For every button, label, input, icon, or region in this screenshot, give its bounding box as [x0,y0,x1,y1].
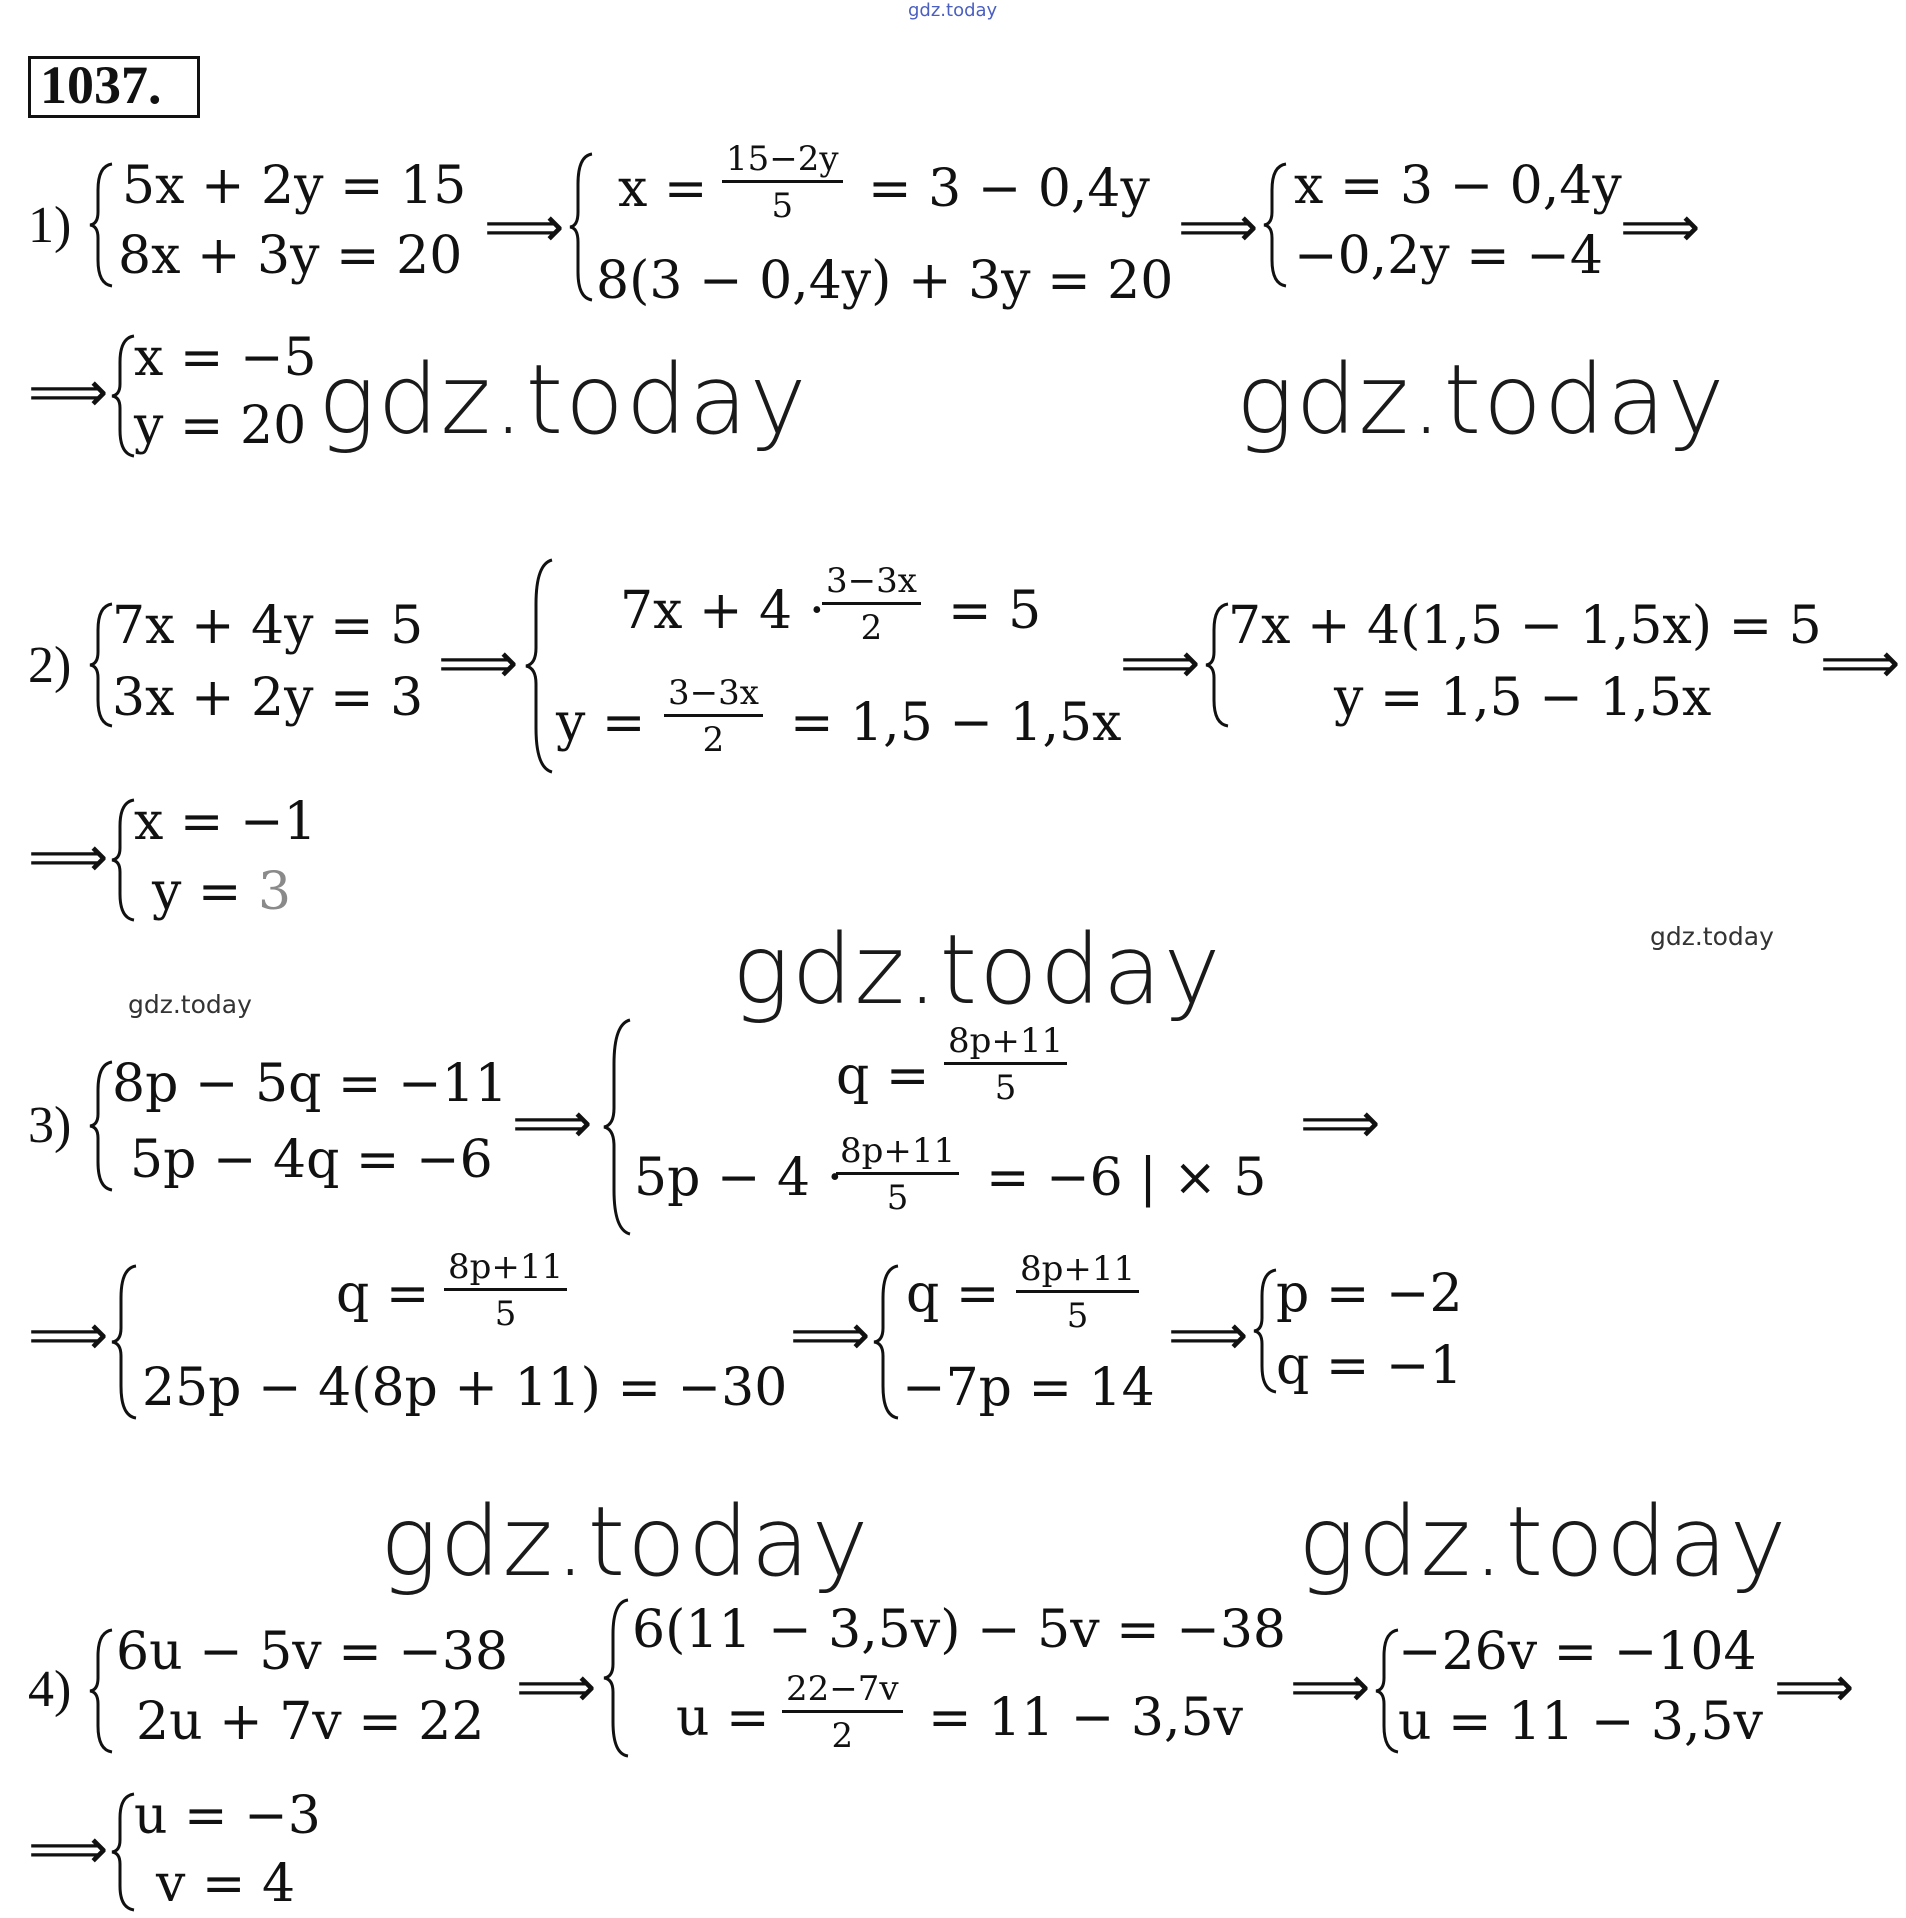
watermark-top: gdz.today [908,0,998,21]
fraction-denominator: 2 [860,608,883,648]
p4-step1-top: 6(11 − 3,5v) − 5v = −38 [632,1600,1286,1660]
p3-system-eq2: 5p − 4q = −6 [130,1130,493,1190]
p2-system-eq2: 3x + 2y = 3 [112,668,424,728]
p3-step1-bottom-fraction [836,1131,959,1218]
p4-system-eq2: 2u + 7v = 22 [136,1692,485,1752]
p2-step2-eq1: 7x + 4(1,5 − 1,5x) = 5 [1228,596,1822,656]
problem-2-label: 2) [28,637,72,694]
fraction-numerator: 22−7v [782,1672,903,1713]
fraction-numerator: 8p+11 [444,1250,567,1291]
arrow-icon: ⟹ [1774,1655,1855,1720]
p3-step3-top-fraction [1016,1249,1139,1336]
p2-step1-top-fraction [822,561,921,648]
p1-answer-y: y = 20 [134,396,307,456]
p4-step1-bottom-prefix: u = [676,1688,770,1748]
arrow-icon: ⟹ [790,1303,871,1368]
p3-answer-q: q = −1 [1276,1336,1463,1396]
brace-1-step1 [568,150,598,305]
problem-1-label: 1) [28,197,72,254]
p3-step1-top-prefix: q = [836,1046,930,1106]
problem-4-label: 4) [28,1661,72,1718]
p1-answer-x: x = −5 [134,328,317,388]
arrow-icon: ⟹ [28,825,109,890]
p3-step3-bottom: −7p = 14 [902,1358,1155,1418]
fraction-numerator: 8p+11 [1016,1252,1139,1293]
fraction-numerator: 15−2y [722,142,843,183]
watermark-small: gdz.today [128,990,252,1019]
p1-step2-eq2: −0,2y = −4 [1294,226,1603,286]
p3-step2-top-prefix: q = [336,1264,430,1324]
task-number: 1037. [40,55,162,115]
p4-system-eq1: 6u − 5v = −38 [116,1622,509,1682]
arrow-icon: ⟹ [1620,195,1701,260]
arrow-icon: ⟹ [512,1091,593,1156]
p2-step1-top-suffix: = 5 [948,581,1042,641]
p3-step1-bottom-suffix: = −6 | × 5 [986,1148,1267,1208]
p3-step3-top-prefix: q = [906,1264,1000,1324]
brace-3-step2 [110,1262,142,1422]
arrow-icon: ⟹ [28,1303,109,1368]
arrow-icon: ⟹ [28,1817,109,1882]
p3-system-eq1: 8p − 5q = −11 [112,1054,508,1114]
p2-step2-eq2: y = 1,5 − 1,5x [1334,668,1712,728]
brace-1-step2 [1262,160,1292,290]
p2-answer-y [152,862,292,922]
p3-step1-bottom-prefix: 5p − 4 · [634,1148,844,1208]
p2-step1-bottom-fraction [664,673,763,760]
fraction-numerator: 3−3x [822,564,921,605]
problem-3-label: 3) [28,1097,72,1154]
watermark-small: gdz.today [1650,922,1774,951]
p2-step1-top-prefix: 7x + 4 · [620,581,826,641]
brace-3-step3 [872,1262,904,1422]
fraction-denominator: 5 [494,1294,517,1334]
p2-step1-bottom-prefix: y = [556,693,646,753]
p2-system-eq1: 7x + 4y = 5 [112,596,424,656]
p4-answer-u: u = −3 [134,1786,321,1846]
watermark-large: gdz.today [1236,344,1727,456]
fraction-numerator: 3−3x [664,676,763,717]
watermark-large: gdz.today [318,344,809,456]
watermark-large: gdz.today [380,1486,871,1598]
arrow-icon: ⟹ [516,1655,597,1720]
arrow-icon: ⟹ [1120,631,1201,696]
arrow-icon: ⟹ [1290,1655,1371,1720]
p1-system-eq2: 8x + 3y = 20 [118,226,463,286]
answer-y-value: 3 [258,862,292,922]
brace-4-system [88,1626,118,1756]
p2-step1-bottom-suffix: = 1,5 − 1,5x [790,693,1122,753]
p1-system-eq1: 5x + 2y = 15 [122,156,467,216]
p3-step1-top-fraction [944,1021,1067,1108]
p4-answer-v: v = 4 [156,1854,296,1914]
p2-answer-x: x = −1 [134,792,317,852]
arrow-icon: ⟹ [484,195,565,260]
arrow-icon: ⟹ [438,631,519,696]
fraction-numerator: 8p+11 [944,1024,1067,1065]
fraction-denominator: 5 [886,1178,909,1218]
p4-step1-bottom-fraction [782,1669,903,1756]
answer-y-prefix: y = [152,862,259,922]
p4-step2-eq1: −26v = −104 [1398,1622,1757,1682]
p3-step2-bottom: 25p − 4(8p + 11) = −30 [142,1358,788,1418]
p1-step1-fraction [722,139,843,226]
fraction-numerator: 8p+11 [836,1134,959,1175]
p4-step1-bottom-suffix: = 11 − 3,5v [928,1688,1243,1748]
p3-step2-top-fraction [444,1247,567,1334]
arrow-icon: ⟹ [1178,195,1259,260]
brace-4-step1 [602,1596,634,1760]
watermark-large: gdz.today [1298,1486,1789,1598]
fraction-denominator: 2 [702,720,725,760]
brace-3-step1 [602,1016,636,1238]
arrow-icon: ⟹ [28,360,109,425]
fraction-denominator: 2 [831,1716,854,1756]
fraction-denominator: 5 [771,186,794,226]
p4-step2-eq2: u = 11 − 3,5v [1398,1692,1763,1752]
p1-step1-top-prefix: x = [618,159,708,219]
brace-2-step1 [524,556,558,776]
fraction-denominator: 5 [1066,1296,1089,1336]
arrow-icon: ⟹ [1168,1303,1249,1368]
p1-step2-eq1: x = 3 − 0,4y [1294,156,1622,216]
arrow-icon: ⟹ [1820,631,1901,696]
watermark-large: gdz.today [732,914,1223,1026]
p3-answer-p: p = −2 [1276,1264,1463,1324]
arrow-icon: ⟹ [1300,1091,1381,1156]
p1-step1-top-suffix: = 3 − 0,4y [868,159,1150,219]
brace-1-system [88,160,118,290]
fraction-denominator: 5 [994,1068,1017,1108]
p1-step1-bottom: 8(3 − 0,4y) + 3y = 20 [596,251,1174,311]
